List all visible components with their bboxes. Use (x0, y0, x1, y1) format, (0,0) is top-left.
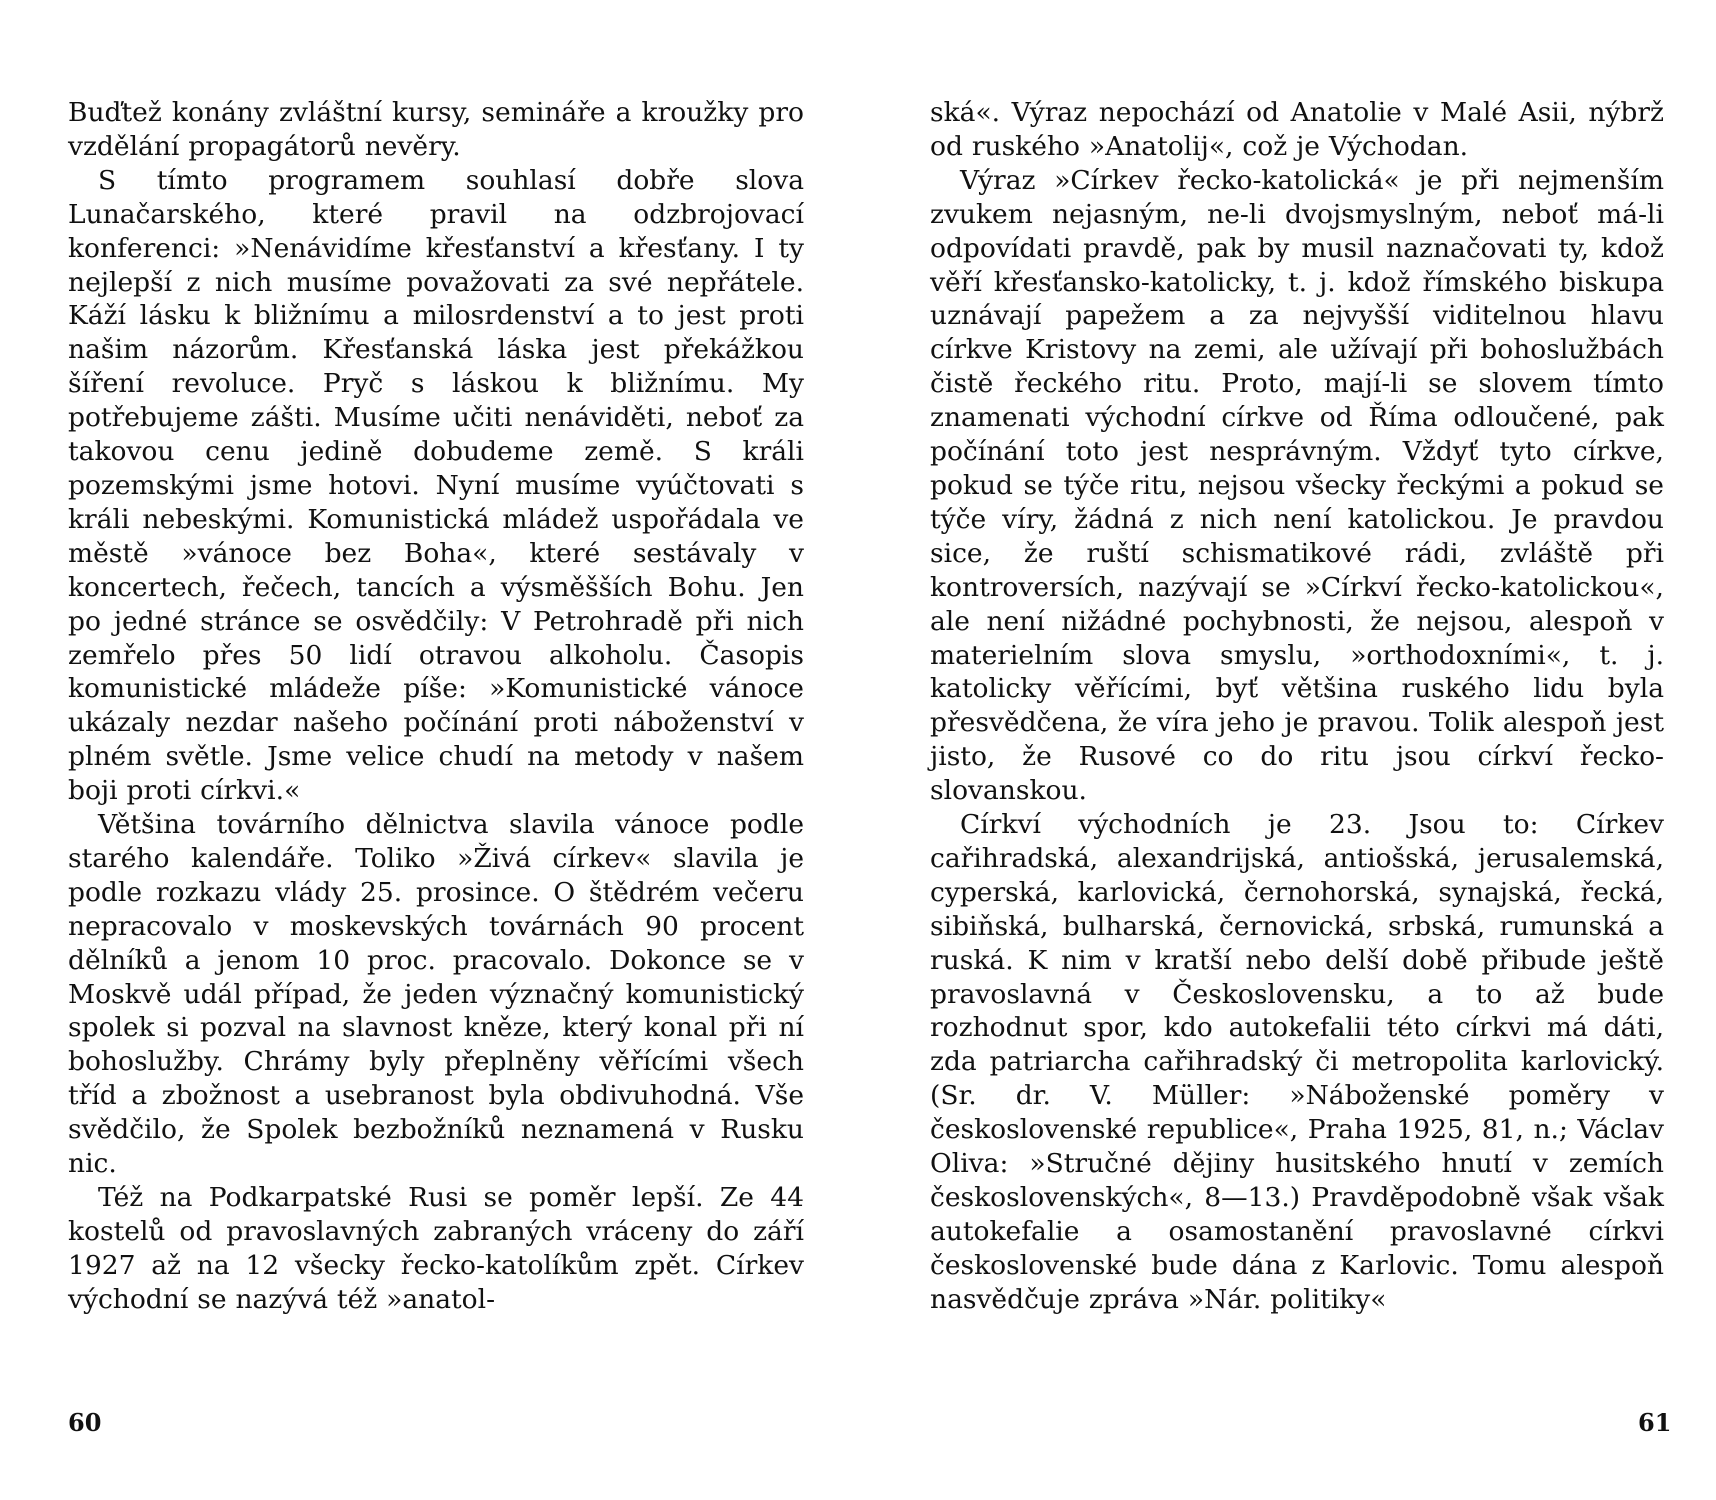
page-number-left: 60 (68, 1408, 102, 1437)
right-page-text (930, 96, 1664, 1317)
paragraph: Výraz »Církev řecko-katolická« je při nejmenším zvukem nejasným, ne-li dvojsmyslným, neboť má-li odpovídati pravdě, pak by musil naznačovati ty, kdož věří křesťansko-katolicky, t. j. kdož římského biskupa uznávají papežem a za nejvyšší viditelnou hlavu církve Kristovy na zemi, ale užívají při bohoslužbách čistě řeckého ritu. Proto, mají-li se slovem tímto znamenati východní církve od Říma odloučené, pak počínání toto jest nesprávným. Vždyť tyto církve, pokud se týče ritu, nejsou všecky řeckými a pokud se týče víry, žádná z nich není katolickou. Je pravdou sice, že ruští schismatikové rádi, zvláště při kontroversích, nazývají se »Církví řecko-katolickou«, ale není nižádné pochybnosti, že nejsou, alespoň v materielním slova smyslu, »orthodoxními«, t. j. katolicky věřícími, byť většina ruského lidu byla přesvědčena, že víra jeho je pravou. Tolik alespoň jest jisto, že Rusové co do ritu jsou církví řecko-slovanskou. (930, 164, 1664, 807)
page-number-right: 61 (1638, 1408, 1672, 1437)
paragraph: Též na Podkarpatské Rusi se poměr lepší. Ze 44 kostelů od pravoslavných zabraných vráceny do září 1927 až na 12 všecky řecko-katolíkům zpět. Církev východní se nazývá též »anatol- (68, 1182, 804, 1315)
paragraph: Většina továrního dělnictva slavila vánoce podle starého kalendáře. Toliko »Živá církev« slavila je podle rozkazu vlády 25. prosince. O štědrém večeru nepracovalo v moskevských továrnách 90 procent dělníků a jenom 10 proc. pracovalo. Dokonce se v Moskvě udál případ, že jeden význačný komunistický spolek si pozval na slavnost kněze, který konal při ní bohoslužby. Chrámy byly přeplněny věřícími všech tříd a zbožnost a usebranost byla obdivuhodná. Vše svědčilo, že Spolek bezbožníků neznamená v Rusku nic. (68, 809, 804, 1180)
paragraph: ská«. Výraz nepochází od Anatolie v Malé Asii, nýbrž od ruského »Anatolij«, což je Východan. (930, 97, 1664, 162)
right-page (858, 0, 1716, 1500)
left-page-text (68, 96, 804, 1317)
paragraph: Buďtež konány zvláštní kursy, semináře a kroužky pro vzdělání propagátorů nevěry. (68, 97, 804, 162)
paragraph: S tímto programem souhlasí dobře slova Lunačarského, které pravil na odzbrojovací konferenci: »Nenávidíme křesťanství a křesťany. I ty nejlepší z nich musíme považovati za své nepřátele. Káží lásku k bližnímu a milosrdenství a to jest proti našim názorům. Křesťanská láska jest překážkou šíření revoluce. Pryč s láskou k bližnímu. My potřebujeme zášti. Musíme učiti nenáviděti, neboť za takovou cenu jedině dobudeme země. S králi pozemskými jsme hotovi. Nyní musíme vyúčtovati s králi nebeskými. Komunistická mládež uspořádala ve městě »vánoce bez Boha«, které sestávaly v koncertech, řečech, tancích a výsměšších Bohu. Jen po jedné stránce se osvědčily: V Petrohradě při nich zemřelo přes 50 lidí otravou alkoholu. Časopis komunistické mládeže píše: »Komunistické vánoce ukázaly nezdar našeho počínání proti náboženství v plném světle. Jsme velice chudí na metody v našem boji proti církvi.« (68, 164, 804, 807)
paragraph: Církví východních je 23. Jsou to: Církev cařihradská, alexandrijská, antiošská, jerusalemská, cyperská, karlovická, černohorská, synajská, řecká, sibiňská, bulharská, černovická, srbská, rumunská a ruská. K nim v kratší nebo delší době přibude ještě pravoslavná v Československu, a to až bude rozhodnut spor, kdo autokefalii této církvi má dáti, zda patriarcha cařihradský či metropolita karlovický. (Sr. dr. V. Müller: »Náboženské poměry v československé republice«, Praha 1925, 81, n.; Václav Oliva: »Stručné dějiny husitského hnutí v zemích československých«, 8—13.) Pravděpodobně však však autokefalie a osamostanění pravoslavné církvi československé bude dána z Karlovic. Tomu alespoň nasvědčuje zpráva »Nár. politiky« (930, 809, 1664, 1315)
